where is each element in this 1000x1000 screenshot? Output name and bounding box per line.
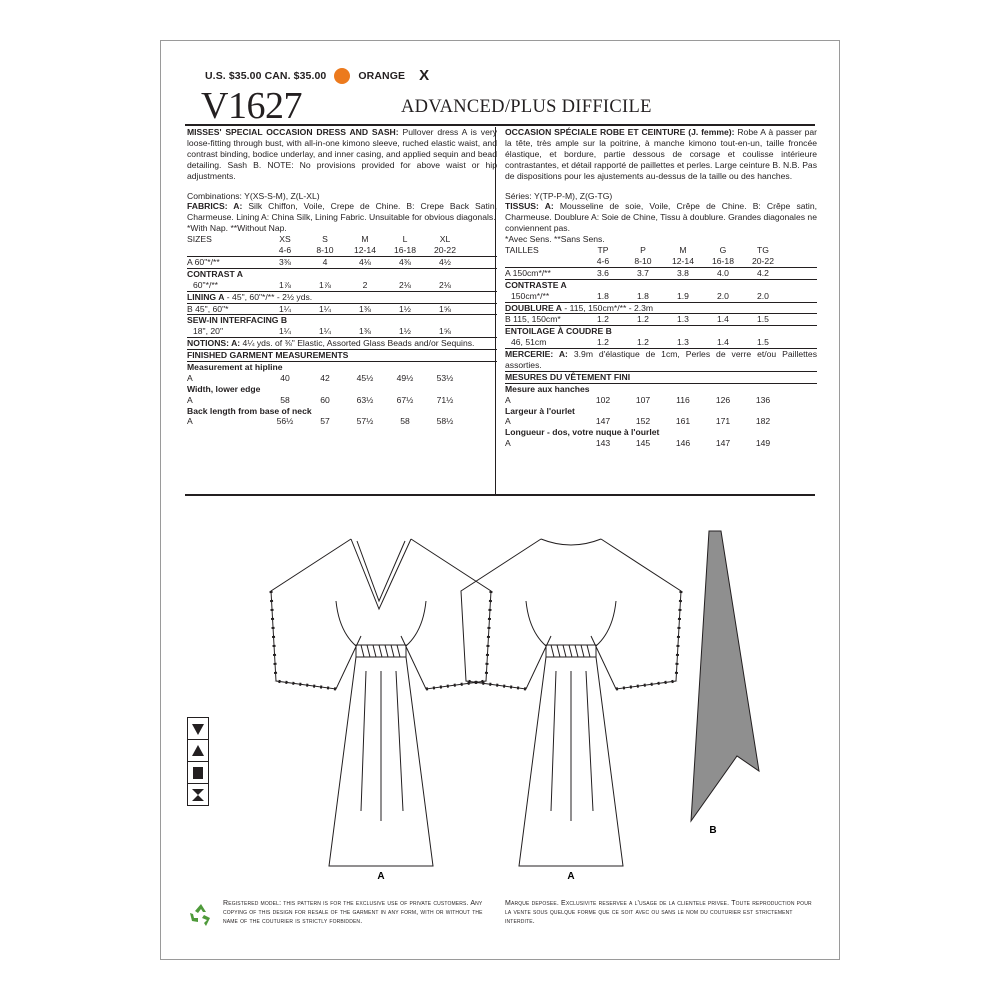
measurement-value: 56½ xyxy=(276,416,294,427)
technical-drawings xyxy=(161,521,841,881)
measurement-value: 136 xyxy=(755,394,771,405)
measurement-row xyxy=(505,395,817,406)
front-view-drawing xyxy=(271,539,491,866)
title-fr: OCCASION SPÉCIALE ROBE ET CEINTURE (J. femme): xyxy=(505,127,735,137)
yardage-value: 1.8 xyxy=(597,290,609,301)
measurement-value: 126 xyxy=(715,394,731,405)
measurement-label: A xyxy=(187,372,193,383)
size-range-en xyxy=(187,245,497,257)
fabrics-value-en: Silk Chiffon, Voile, Crepe de Chine. B: Crepe Back Satin, Charmeuse. Lining A: China Silk, Lining Fabric. Unsuitable for obvious diagonals. xyxy=(187,201,498,223)
size-range: 4-6 xyxy=(278,245,292,256)
yardage-label: 60"*/** xyxy=(193,279,219,290)
combinations-en xyxy=(187,191,497,202)
size-header-en xyxy=(187,234,497,245)
combinations-label-fr: Séries: xyxy=(505,190,532,201)
pattern-envelope-back xyxy=(160,40,840,960)
title-en: MISSES' SPECIAL OCCASION DRESS AND SASH: xyxy=(187,127,399,137)
fabrics-en xyxy=(187,201,497,223)
size-name: M xyxy=(679,245,687,256)
section-heading xyxy=(505,280,817,291)
yardage-value: 2 xyxy=(362,279,368,290)
yardage-value: 2⅛ xyxy=(439,279,451,290)
finished-heading xyxy=(187,350,497,362)
yardage-value: 4 xyxy=(322,256,328,267)
yardage-row xyxy=(187,280,497,292)
yardage-value: 1¼ xyxy=(319,303,331,314)
english-column xyxy=(187,127,497,427)
description-en xyxy=(187,127,497,182)
measurement-value: 58 xyxy=(400,416,410,427)
price-row xyxy=(205,67,429,84)
yardage-value: 4⅛ xyxy=(359,256,371,267)
measurement-label: A xyxy=(505,416,511,427)
measurement-label: A xyxy=(187,416,193,427)
lining-text-en: - 45", 60"*/** - 2½ yds. xyxy=(226,291,313,302)
measurement-title-en: Width, lower edge xyxy=(187,383,261,394)
column-divider xyxy=(495,127,496,494)
measurement-value: 147 xyxy=(595,416,611,427)
measurement-label: A xyxy=(505,438,511,449)
yardage-row xyxy=(505,268,817,280)
size-name: L xyxy=(402,234,408,245)
nap-en: *With Nap. **Without Nap. xyxy=(187,223,287,234)
measurement-title xyxy=(187,406,497,417)
section-heading xyxy=(505,326,817,337)
measurement-row xyxy=(187,416,497,427)
difficulty-level: ADVANCED/PLUS DIFFICILE xyxy=(401,97,652,117)
combinations-value-en: Y(XS-S-M), Z(L-XL) xyxy=(244,190,320,201)
yardage-value: 1¼ xyxy=(279,326,291,337)
yardage-row xyxy=(187,257,497,269)
measurement-title xyxy=(187,362,497,373)
yardage-label: 150cm*/** xyxy=(511,290,550,301)
measurement-value: 49½ xyxy=(396,372,414,383)
triangle-up-icon xyxy=(187,739,209,762)
size-name: M xyxy=(361,234,369,245)
yardage-value: 1⅞ xyxy=(279,279,291,290)
lining-row xyxy=(187,292,497,304)
combinations-value-fr: Y(TP-P-M), Z(G-TG) xyxy=(533,190,613,201)
size-name: XS xyxy=(279,234,291,245)
notions-label-en: NOTIONS: A: xyxy=(187,338,241,349)
footer-en: Registered model: this pattern is for the exclusive use of private customers. Any copying of this design for resale of the garment in any form, with or without the name of the couturier is strictly forbidden. xyxy=(223,900,483,925)
yardage-value: 4⅜ xyxy=(399,256,411,267)
measurement-value: 107 xyxy=(635,394,651,405)
desc-fr: Robe A à passer par la tête, très ample sur la poitrine, à manche kimono tout-en-un, taille froncée élastique, et bordure, partie dessous de corsage et coulisse intérieure contrastantes, et détail rapporté de paillettes et perles. Large ceinture B. N.B. Pas de dispositions pour les ajustements au-dessus de la taille ou des hanches. xyxy=(505,127,818,181)
fabrics-fr xyxy=(505,201,817,234)
measurement-title-en: Measurement at hipline xyxy=(187,361,283,372)
measurement-title-fr: Mesure aux hanches xyxy=(505,383,590,394)
size-range: 12-14 xyxy=(354,245,376,256)
pattern-number: V1627 xyxy=(201,85,302,127)
measurement-value: 149 xyxy=(755,438,771,449)
measurement-label: A xyxy=(505,394,511,405)
measurement-title xyxy=(505,384,817,395)
measurement-value: 58 xyxy=(280,394,290,405)
size-range: 8-10 xyxy=(316,245,334,256)
heading-lining-fr: DOUBLURE A xyxy=(505,302,562,313)
measurement-value: 161 xyxy=(675,416,691,427)
measurement-row xyxy=(187,395,497,406)
combinations-label-en: Combinations: xyxy=(187,190,242,201)
back-view-label: A xyxy=(567,871,575,881)
desc-en: Pullover dress A is very loose-fitting through bust, with all-in-one kimono sleeve, ruched elastic waist, and contrast binding, bodice underlay, and inner casing, and applied sequin and bead detailing. Sash B. NOTE: No provisions provided for above waist or hip adjustments. xyxy=(187,127,498,181)
french-column xyxy=(505,127,817,449)
measurement-value: 57 xyxy=(320,416,330,427)
yardage-value: 1½ xyxy=(399,303,411,314)
yardage-value: 1⅝ xyxy=(439,303,451,314)
finished-heading xyxy=(505,372,817,384)
sash-label: B xyxy=(709,825,717,836)
yardage-value: 4.0 xyxy=(717,267,729,278)
yardage-value: 1.2 xyxy=(637,337,649,348)
recycle-icon xyxy=(187,901,215,929)
description-fr xyxy=(505,127,817,182)
yardage-label: 46, 51cm xyxy=(511,337,547,348)
measurement-value: 42 xyxy=(320,372,330,383)
yardage-label: B 115, 150cm* xyxy=(505,314,561,325)
measurement-label: A xyxy=(187,394,193,405)
yardage-value: 1¼ xyxy=(319,326,331,337)
measurement-value: 67½ xyxy=(396,394,414,405)
lining-row xyxy=(505,303,817,315)
size-range: 12-14 xyxy=(672,255,694,266)
yardage-value: 1.2 xyxy=(597,337,609,348)
yardage-value: 2.0 xyxy=(717,290,729,301)
size-name: S xyxy=(322,234,328,245)
heading-lining-en: LINING A xyxy=(187,291,225,302)
measurement-title-en: Back length from base of neck xyxy=(187,405,312,416)
yardage-value: 1⅜ xyxy=(359,326,371,337)
sizes-label-fr: TAILLES xyxy=(505,245,539,256)
footer-fr: Marque deposee. Exclusivite reservee a l'usage de la clientele privee. Toute reproduction pour la vente sous quelque forme que ce soit avec ou sans le nom du couturier est strictement interdite. xyxy=(505,900,812,925)
nap-symbols xyxy=(187,717,209,805)
measurement-value: 53½ xyxy=(436,372,454,383)
yardage-value: 1⅜ xyxy=(359,303,371,314)
x-mark: X xyxy=(419,67,430,84)
yardage-row xyxy=(505,314,817,326)
yardage-value: 1.9 xyxy=(677,290,689,301)
measurement-value: 63½ xyxy=(356,394,374,405)
size-name: TG xyxy=(757,245,769,256)
bowtie-icon xyxy=(187,783,209,806)
back-view-drawing xyxy=(461,539,681,866)
yardage-value: 1½ xyxy=(399,326,411,337)
measurement-value: 71½ xyxy=(436,394,454,405)
yardage-row xyxy=(505,291,817,303)
yardage-value: 4½ xyxy=(439,256,451,267)
heading-interfacing-en: SEW-IN INTERFACING B xyxy=(187,315,288,326)
yardage-value: 3.7 xyxy=(637,267,649,278)
yardage-value: 1.4 xyxy=(717,314,729,325)
size-range: 8-10 xyxy=(634,255,652,266)
yardage-value: 1.5 xyxy=(757,337,769,348)
price-text: U.S. $35.00 CAN. $35.00 xyxy=(205,69,327,82)
measurement-value: 145 xyxy=(635,438,651,449)
nap-fr: *Avec Sens. **Sans Sens. xyxy=(505,234,605,245)
measurement-title-fr: Longueur - dos, votre nuque à l'ourlet xyxy=(505,427,660,438)
sash-drawing xyxy=(691,531,759,821)
notions-value-en: 4¼ yds. of ⅜" Elastic, Assorted Glass Beads and/or Sequins. xyxy=(242,338,475,349)
notions-fr xyxy=(505,349,817,372)
square-icon xyxy=(187,761,209,784)
measurement-title xyxy=(187,384,497,395)
measurement-value: 102 xyxy=(595,394,611,405)
size-name: XL xyxy=(439,234,451,245)
measurement-title xyxy=(505,427,817,438)
size-range-fr xyxy=(505,256,817,268)
yardage-row xyxy=(187,326,497,338)
size-name: TP xyxy=(597,245,609,256)
section-heading xyxy=(187,269,497,280)
measurement-value: 147 xyxy=(715,438,731,449)
heading-contrast-fr: CONTRASTE A xyxy=(505,279,567,290)
section-heading xyxy=(187,315,497,326)
measurement-value: 171 xyxy=(715,416,731,427)
yardage-value: 1.3 xyxy=(677,337,689,348)
heading-contrast-en: CONTRAST A xyxy=(187,268,244,279)
fabrics-label-fr: TISSUS: A: xyxy=(505,201,554,212)
measurement-value: 45½ xyxy=(356,372,374,383)
yardage-value: 1⅝ xyxy=(439,326,451,337)
yardage-value: 1⅞ xyxy=(319,279,331,290)
size-range: 20-22 xyxy=(752,255,774,266)
size-header-fr xyxy=(505,245,817,256)
measurement-value: 40 xyxy=(280,372,290,383)
yardage-value: 1.2 xyxy=(637,314,649,325)
yardage-row xyxy=(505,337,817,349)
measurement-title-fr: Largeur à l'ourlet xyxy=(505,405,575,416)
heading-interfacing-fr: ENTOILAGE À COUDRE B xyxy=(505,326,612,337)
notions-en xyxy=(187,338,497,350)
measurement-row xyxy=(505,438,817,449)
measurement-value: 152 xyxy=(635,416,651,427)
yardage-label: A 150cm*/** xyxy=(505,267,551,278)
finished-label-fr: MESURES DU VÊTEMENT FINI xyxy=(505,371,631,382)
measurement-row xyxy=(505,416,817,427)
measurement-value: 57½ xyxy=(356,416,374,427)
yardage-value: 3⅜ xyxy=(279,256,291,267)
triangle-down-icon xyxy=(187,717,209,740)
measurement-value: 60 xyxy=(320,394,330,405)
front-view-label: A xyxy=(377,871,385,881)
yardage-value: 2⅛ xyxy=(399,279,411,290)
yardage-value: 1.8 xyxy=(637,290,649,301)
fabrics-value-fr: Mousseline de soie, Voile, Crêpe de Chine. B: Crêpe satin, Charmeuse. Doublure A: Soie de Chine, Tissu à doublure. Grandes diagonales ne conviennent pas. xyxy=(505,201,817,234)
notions-value-fr: 3.9m d'élastique de 1cm, Perles de verre et/ou Paillettes assorties. xyxy=(505,349,818,370)
measurement-row xyxy=(187,373,497,384)
yardage-row xyxy=(187,304,497,316)
measurement-value: 182 xyxy=(755,416,771,427)
measurement-value: 143 xyxy=(595,438,611,449)
measurement-title xyxy=(505,406,817,417)
yardage-label: B 45", 60"* xyxy=(187,303,229,314)
yardage-value: 3.8 xyxy=(677,267,689,278)
size-name: P xyxy=(640,245,646,256)
bottom-rule xyxy=(185,494,815,496)
measurement-value: 146 xyxy=(675,438,691,449)
yardage-label: A 60"*/** xyxy=(187,256,220,267)
color-name: ORANGE xyxy=(358,69,406,82)
size-range: 4-6 xyxy=(596,255,610,266)
measurement-value: 58½ xyxy=(436,416,454,427)
yardage-value: 2.0 xyxy=(757,290,769,301)
top-rule xyxy=(185,124,815,126)
notions-label-fr: MERCERIE: A: xyxy=(505,349,568,360)
yardage-value: 1.2 xyxy=(597,314,609,325)
fabrics-label-en: FABRICS: A: xyxy=(187,201,243,212)
combinations-fr xyxy=(505,191,817,202)
size-range: 16-18 xyxy=(712,255,734,266)
yardage-value: 1.5 xyxy=(757,314,769,325)
color-dot-icon xyxy=(334,68,350,84)
yardage-value: 1.3 xyxy=(677,314,689,325)
yardage-value: 1.4 xyxy=(717,337,729,348)
yardage-value: 1¼ xyxy=(279,303,291,314)
sizes-label-en: SIZES xyxy=(187,234,212,245)
size-name: G xyxy=(719,245,727,256)
yardage-value: 4.2 xyxy=(757,267,769,278)
measurement-value: 116 xyxy=(676,394,690,405)
finished-label-en: FINISHED GARMENT MEASUREMENTS xyxy=(187,350,349,361)
yardage-label: 18", 20" xyxy=(193,326,223,337)
yardage-value: 3.6 xyxy=(597,267,609,278)
lining-text-fr: - 115, 150cm*/** - 2.3m xyxy=(564,302,654,313)
size-range: 16-18 xyxy=(394,245,416,256)
size-range: 20-22 xyxy=(434,245,456,256)
